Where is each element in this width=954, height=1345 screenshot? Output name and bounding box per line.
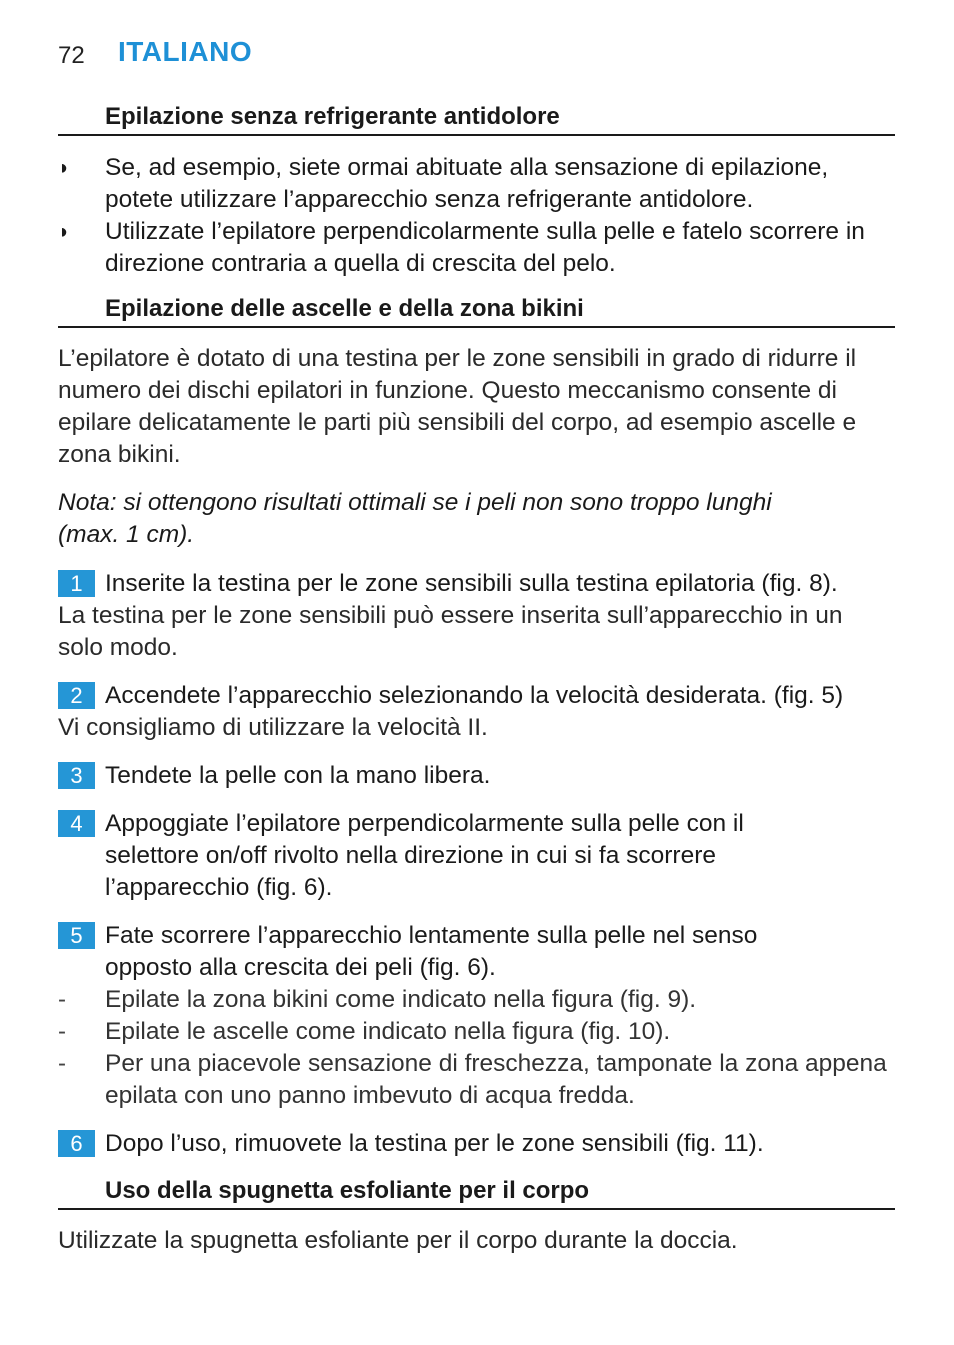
dash-text: Per una piacevole sensazione di freschezza, tamponate la zona appena epilata con uno panno imbevuto di acqua fredda. bbox=[105, 1050, 887, 1109]
intro-paragraph: L’epilatore è dotato di una testina per le zone sensibili in grado di ridurre il numero dei dischi epilatori in funzione. Questo meccanismo consente di epilare delicatamente le parti più sensibili del corpo, ad esempio ascelle e zona bikini. bbox=[58, 345, 857, 468]
dash-text: Epilate le ascelle come indicato nella figura (fig. 10). bbox=[105, 1018, 671, 1045]
step-number-badge: 4 bbox=[58, 810, 95, 837]
dash-item bbox=[58, 984, 898, 1016]
step-number-badge: 3 bbox=[58, 762, 95, 789]
step-number-badge: 1 bbox=[58, 570, 95, 597]
dash-marker: - bbox=[58, 1018, 66, 1045]
step-text: Inserite la testina per le zone sensibili sulla testina epilatoria (fig. 8). bbox=[105, 570, 838, 597]
step-text: Fate scorrere l’apparecchio lentamente sulla pelle nel senso opposto alla crescita dei peli (fig. 6). bbox=[105, 922, 758, 981]
section-heading-epilazione-senza-refrigerante: Epilazione senza refrigerante antidolore bbox=[58, 102, 895, 136]
step-number-badge: 6 bbox=[58, 1130, 95, 1157]
dash-marker: - bbox=[58, 1050, 66, 1077]
step-1 bbox=[58, 568, 898, 600]
step-5 bbox=[58, 920, 898, 984]
language-title: ITALIANO bbox=[118, 36, 253, 67]
step-4 bbox=[58, 808, 898, 904]
bullet-marker-icon: ◗ bbox=[58, 221, 71, 243]
step-text: Dopo l’uso, rimuovete la testina per le zone sensibili (fig. 11). bbox=[105, 1130, 764, 1157]
bullet-item bbox=[58, 152, 898, 216]
step-text: Accendete l’apparecchio selezionando la velocità desiderata. (fig. 5) bbox=[105, 682, 844, 709]
dash-item bbox=[58, 1048, 898, 1112]
dash-marker: - bbox=[58, 986, 66, 1013]
dash-item bbox=[58, 1016, 898, 1048]
step-3 bbox=[58, 760, 898, 792]
step-text: Tendete la pelle con la mano libera. bbox=[105, 762, 491, 789]
bullet-text: Utilizzate l’epilatore perpendicolarmente sulla pelle e fatelo scorrere in direzione contraria a quella di crescita del pelo. bbox=[105, 218, 865, 277]
bullet-text: Se, ad esempio, siete ormai abituate alla sensazione di epilazione, potete utilizzare l’apparecchio senza refrigerante antidolore. bbox=[105, 154, 829, 213]
section-heading-spugnetta-esfoliante: Uso della spugnetta esfoliante per il corpo bbox=[58, 1176, 895, 1210]
page-number: 72 bbox=[58, 42, 85, 69]
step-2-detail: Vi consigliamo di utilizzare la velocità II. bbox=[58, 714, 488, 741]
bullet-item bbox=[58, 216, 898, 280]
step-number-badge: 2 bbox=[58, 682, 95, 709]
step-6 bbox=[58, 1128, 898, 1160]
dash-text: Epilate la zona bikini come indicato nella figura (fig. 9). bbox=[105, 986, 697, 1013]
step-2 bbox=[58, 680, 898, 712]
note-paragraph: Nota: si ottengono risultati ottimali se i peli non sono troppo lunghi (max. 1 cm). bbox=[58, 489, 772, 548]
spugnetta-paragraph: Utilizzate la spugnetta esfoliante per il corpo durante la doccia. bbox=[58, 1227, 738, 1254]
step-number-badge: 5 bbox=[58, 922, 95, 949]
step-1-detail: La testina per le zone sensibili può essere inserita sull’apparecchio in un solo modo. bbox=[58, 602, 843, 661]
bullet-marker-icon: ◗ bbox=[58, 157, 71, 179]
section-heading-epilazione-ascelle-bikini: Epilazione delle ascelle e della zona bikini bbox=[58, 294, 895, 328]
step-text: Appoggiate l’epilatore perpendicolarmente sulla pelle con il selettore on/off rivolto nella direzione in cui si fa scorrere l’apparecchio (fig. 6). bbox=[105, 810, 744, 901]
